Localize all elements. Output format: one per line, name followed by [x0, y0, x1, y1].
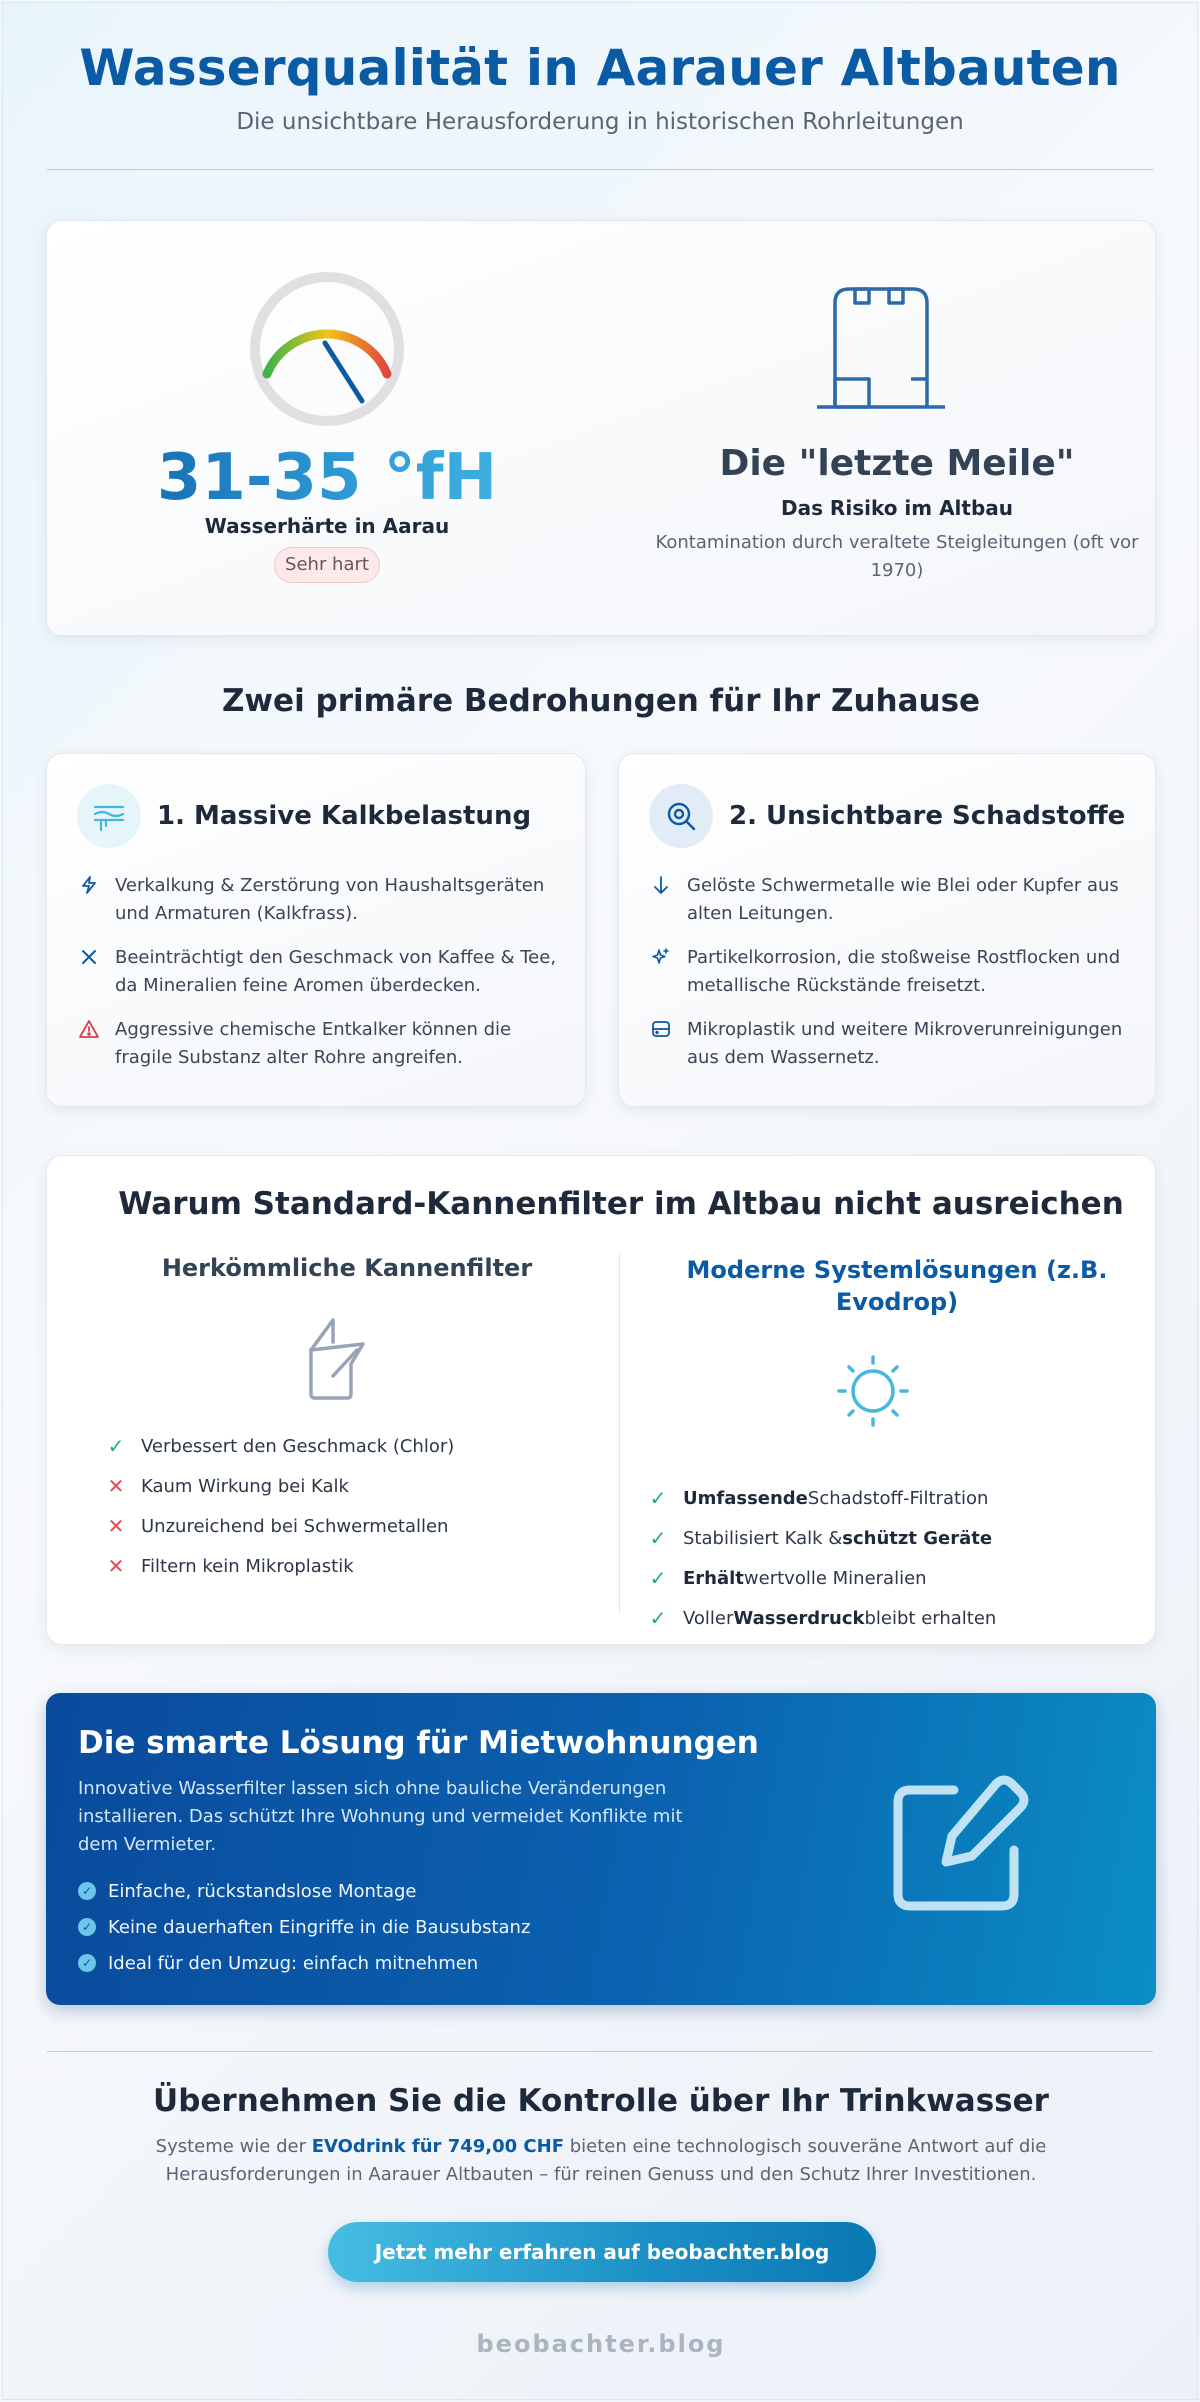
list-item-emphasis: Umfassende [683, 1487, 808, 1509]
list-item-text: Einfache, rückstandslose Montage [108, 1880, 417, 1902]
threat-card-header [77, 784, 531, 848]
cross-icon: ✕ [107, 1474, 125, 1498]
list-item-text: Gelöste Schwermetalle wie Blei oder Kupfer aus alten Leitungen. [687, 875, 1119, 924]
list-item [647, 1598, 996, 1638]
threat-list [651, 872, 1127, 1088]
divider [47, 169, 1153, 170]
list-item-emphasis: Erhält [683, 1567, 744, 1589]
list-item-text: Schadstoff-Filtration [807, 1487, 989, 1509]
page-title: Wasserqualität in Aarauer Altbauten [79, 39, 1121, 97]
list-item [78, 1909, 530, 1945]
cta-text: bieten eine technologisch souveräne Antwort auf die Herausforderungen in Aarauer Altbauten – für reinen Genuss und den Schutz Ihrer Investitionen. [165, 2136, 1047, 2185]
list-item [105, 1506, 454, 1546]
list-item-text: Stabilisiert Kalk & [683, 1527, 843, 1549]
brand-logo-text: beobachter.blog [476, 2330, 726, 2358]
list-item-text: Voller [683, 1607, 734, 1629]
threat-card-lime [46, 753, 586, 1107]
list-item-text: Kaum Wirkung bei Kalk [141, 1475, 349, 1497]
comparison-title: Warum Standard-Kannenfilter im Altbau nicht ausreichen [118, 1186, 1124, 1222]
list-item [651, 872, 1127, 928]
list-item [105, 1426, 454, 1466]
smart-solution-description: Innovative Wasserfilter lassen sich ohne bauliche Veränderungen installieren. Das schützt Ihre Wohnung und vermeidet Konflikte mit dem Vermieter. [78, 1778, 683, 1855]
check-icon: ✓ [107, 1434, 125, 1458]
threat-list [79, 872, 557, 1088]
list-item [647, 1478, 996, 1518]
list-item [105, 1546, 454, 1586]
list-item [651, 944, 1127, 1000]
list-item-emphasis: Wasserdruck [733, 1607, 865, 1629]
sun-icon [833, 1351, 913, 1431]
list-item-text: Keine dauerhaften Eingriffe in die Bausubstanz [108, 1916, 531, 1938]
mile-description: Kontamination durch veraltete Steigleitungen (oft vor 1970) [655, 532, 1139, 581]
list-item [647, 1558, 996, 1598]
water-waves-icon [77, 784, 141, 848]
list-item-text: Ideal für den Umzug: einfach mitnehmen [108, 1952, 479, 1974]
pitcher-icon [297, 1314, 377, 1404]
learn-more-button[interactable]: Jetzt mehr erfahren auf beobachter.blog [328, 2222, 876, 2282]
list-item [79, 944, 557, 1000]
cta-title: Übernehmen Sie die Kontrolle über Ihr Trinkwasser [153, 2083, 1049, 2119]
modern-system-title: Moderne Systemlösungen (z.B. Evodrop) [686, 1256, 1108, 1316]
comparison-divider [619, 1254, 620, 1614]
list-item [79, 1016, 557, 1072]
list-item [78, 1945, 530, 1981]
list-item [651, 1016, 1127, 1072]
check-circle-icon: ✓ [78, 1882, 96, 1900]
page-subtitle: Die unsichtbare Herausforderung in historischen Rohrleitungen [236, 109, 964, 135]
arrow-down-icon [651, 875, 673, 899]
header [3, 3, 1197, 135]
sparkles-icon [651, 947, 673, 971]
list-item-text: Partikelkorrosion, die stoßweise Rostflocken und metallische Rückstände freisetzt. [687, 947, 1121, 996]
database-icon [651, 1019, 673, 1043]
modern-system-list [647, 1478, 996, 1638]
pitcher-filter-title: Herkömmliche Kannenfilter [161, 1254, 533, 1282]
mile-subtitle: Das Risiko im Altbau [780, 496, 1014, 520]
hardness-value: 31-35 °fH [47, 441, 607, 515]
list-item-text: Unzureichend bei Schwermetallen [141, 1515, 449, 1537]
comparison-card [46, 1155, 1156, 1645]
mile-title: Die "letzte Meile" [719, 443, 1075, 484]
check-icon: ✓ [649, 1526, 667, 1550]
threat-card-header [649, 784, 1125, 848]
warning-icon [79, 1019, 101, 1043]
threats-section-title: Zwei primäre Bedrohungen für Ihr Zuhause [221, 683, 981, 719]
stats-card [46, 220, 1156, 636]
cross-icon: ✕ [107, 1554, 125, 1578]
infographic-page [2, 2, 1198, 2400]
hardness-label: Wasserhärte in Aarau [204, 514, 450, 538]
list-item-text: Verkalkung & Zerstörung von Haushaltsgeräten und Armaturen (Kalkfrass). [115, 875, 545, 924]
list-item [105, 1466, 454, 1506]
product-price-highlight: EVOdrink für 749,00 CHF [311, 2136, 564, 2157]
list-item-text: Beeinträchtigt den Geschmack von Kaffee & Tee, da Mineralien feine Aromen überdecken. [115, 947, 557, 996]
cta-description [133, 2133, 1069, 2189]
pitcher-filter-list [105, 1426, 454, 1586]
cross-icon: ✕ [107, 1514, 125, 1538]
door-icon [817, 283, 957, 413]
smart-solution-title: Die smarte Lösung für Mietwohnungen [78, 1725, 759, 1761]
check-circle-icon: ✓ [78, 1954, 96, 1972]
list-item-text: Mikroplastik und weitere Mikroverunreinigungen aus dem Wassernetz. [687, 1019, 1123, 1068]
list-item-text: Aggressive chemische Entkalker können die fragile Substanz alter Rohre angreifen. [115, 1019, 512, 1068]
smart-solution-list [78, 1873, 530, 1981]
lightning-icon [79, 875, 101, 899]
x-icon [79, 947, 101, 971]
gauge-icon [247, 269, 407, 429]
check-icon: ✓ [649, 1566, 667, 1590]
cta-text: Systeme wie der [155, 2136, 312, 2157]
threat-card-pollutants [618, 753, 1156, 1107]
list-item-text: Filtern kein Mikroplastik [141, 1555, 354, 1577]
divider [47, 2051, 1153, 2052]
list-item [647, 1518, 996, 1558]
list-item [78, 1873, 530, 1909]
list-item-text: bleibt erhalten [864, 1607, 997, 1629]
threat-title: 1. Massive Kalkbelastung [157, 801, 532, 831]
magnifier-icon [649, 784, 713, 848]
check-icon: ✓ [649, 1486, 667, 1510]
list-item [79, 872, 557, 928]
threat-title: 2. Unsichtbare Schadstoffe [729, 801, 1126, 831]
list-item-emphasis: schützt Geräte [842, 1527, 993, 1549]
check-icon: ✓ [649, 1606, 667, 1630]
hardness-badge: Sehr hart [274, 547, 380, 583]
edit-icon [876, 1768, 1036, 1928]
smart-solution-banner [46, 1693, 1156, 2005]
list-item-text: wertvolle Mineralien [743, 1567, 927, 1589]
check-circle-icon: ✓ [78, 1918, 96, 1936]
list-item-text: Verbessert den Geschmack (Chlor) [141, 1435, 455, 1457]
